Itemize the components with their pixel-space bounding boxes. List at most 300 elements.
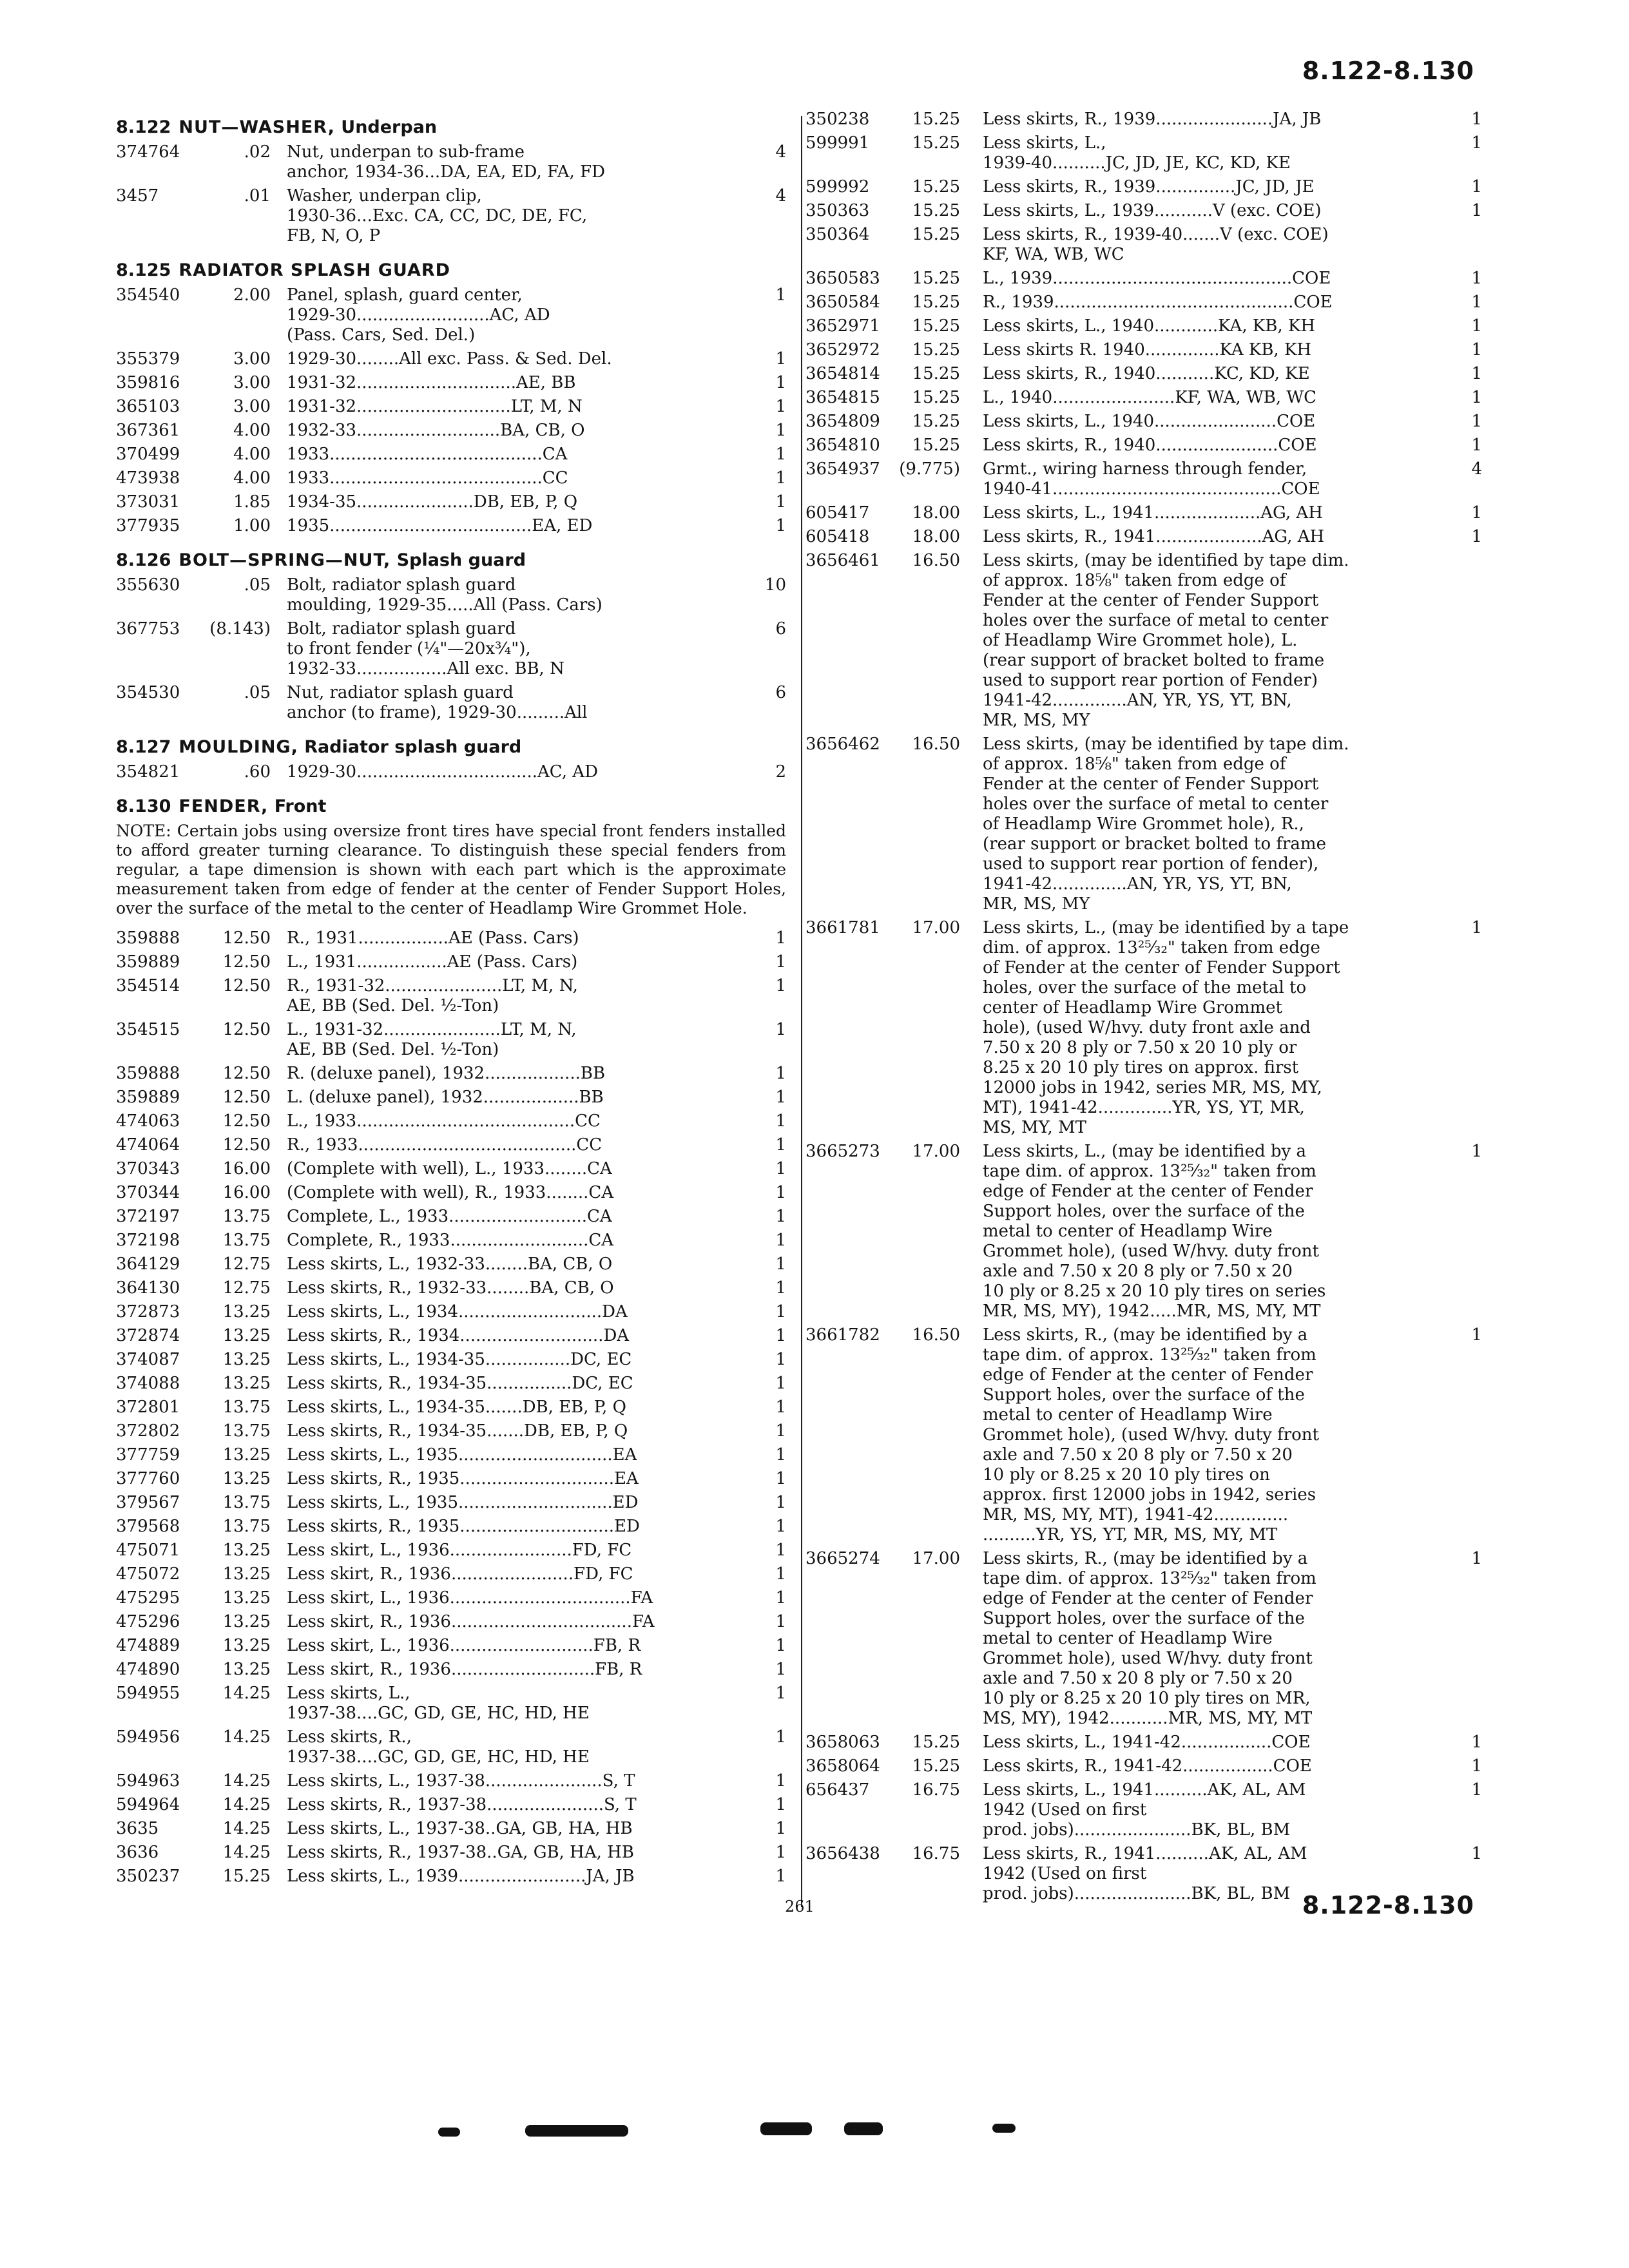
part-number: 474889 — [116, 1636, 180, 1655]
part-number: 3652972 — [805, 340, 880, 360]
part-price: 16.75 — [912, 1780, 960, 1800]
part-number: 359888 — [116, 1064, 180, 1083]
section-title — [116, 550, 786, 570]
part-row — [116, 492, 786, 512]
part-row — [805, 459, 1482, 499]
part-quantity: 1 — [1471, 364, 1482, 383]
part-price: 15.25 — [222, 1867, 271, 1886]
part-description: Less skirts R. 1940..............KA KB, KH — [983, 340, 1312, 360]
part-description: (Complete with well), R., 1933........CA — [287, 1183, 614, 1202]
part-description: Less skirts, R., 1934-35.......DB, EB, P, Q — [287, 1421, 628, 1441]
part-row — [116, 1111, 786, 1131]
part-quantity: 1 — [775, 1421, 786, 1441]
part-row — [805, 918, 1482, 1138]
part-number: 656437 — [805, 1780, 870, 1800]
part-quantity: 1 — [775, 1207, 786, 1226]
part-row — [805, 1142, 1482, 1321]
right-column — [805, 110, 1482, 1908]
part-number: 474063 — [116, 1111, 180, 1131]
part-description: R. (deluxe panel), 1932..................BB — [287, 1064, 606, 1083]
part-price: 15.25 — [912, 412, 960, 431]
part-quantity: 1 — [1471, 1844, 1482, 1863]
part-row — [116, 349, 786, 369]
part-quantity: 1 — [775, 373, 786, 392]
part-quantity: 1 — [775, 349, 786, 369]
part-price: 4.00 — [233, 445, 271, 464]
part-description: Less skirts, R., 1941....................AG, AH — [983, 527, 1325, 546]
part-description: 1934-35......................DB, EB, P, Q — [287, 492, 578, 512]
part-description: Less skirts, L., 1940.......................COE — [983, 412, 1316, 431]
part-quantity: 1 — [775, 1231, 786, 1250]
section-8-127 — [116, 737, 786, 782]
part-description: Less skirt, L., 1936.......................FD, FC — [287, 1541, 632, 1560]
part-row — [116, 1254, 786, 1274]
part-price: 13.25 — [222, 1445, 271, 1465]
part-price: 14.25 — [222, 1727, 271, 1747]
part-row — [805, 133, 1482, 173]
section-number: 8.122 — [116, 117, 171, 137]
part-number: 377759 — [116, 1445, 180, 1465]
part-quantity: 1 — [775, 1771, 786, 1791]
part-number: 364130 — [116, 1278, 180, 1298]
part-number: 3654809 — [805, 412, 880, 431]
page-range-footer: 8.122-8.130 — [1302, 1891, 1474, 1919]
part-price: 14.25 — [222, 1795, 271, 1814]
part-row — [805, 201, 1482, 221]
part-description: Complete, L., 1933..........................CA — [287, 1207, 612, 1226]
part-number: 3457 — [116, 186, 159, 206]
scan-artifact — [760, 2122, 812, 2135]
part-quantity: 1 — [1471, 1142, 1482, 1161]
part-description: L., 1940.......................KF, WA, WB, WC — [983, 388, 1316, 407]
part-row — [805, 1780, 1482, 1840]
part-description: Less skirts, L., 1941-42.................COE — [983, 1733, 1311, 1752]
part-quantity: 1 — [775, 1727, 786, 1747]
part-price: 17.00 — [912, 918, 960, 937]
part-quantity: 1 — [775, 1183, 786, 1202]
part-quantity: 1 — [775, 928, 786, 948]
part-price: 15.25 — [912, 364, 960, 383]
part-row — [805, 364, 1482, 384]
part-quantity: 1 — [775, 1795, 786, 1814]
part-number: 594963 — [116, 1771, 180, 1791]
section-title — [116, 260, 786, 280]
part-description: R., 1933.........................................CC — [287, 1135, 602, 1155]
part-number: 354514 — [116, 976, 180, 995]
part-description: Panel, splash, guard center, 1929-30.........................AC, AD (Pass. Cars, Sed. Del.) — [287, 285, 550, 345]
part-row — [116, 516, 786, 536]
part-quantity: 1 — [775, 1612, 786, 1631]
part-number: 3654815 — [805, 388, 880, 407]
part-number: 355630 — [116, 575, 180, 595]
part-price: 13.75 — [222, 1517, 271, 1536]
part-quantity: 1 — [775, 1517, 786, 1536]
part-quantity: 1 — [775, 397, 786, 416]
part-description: Less skirts, L., 1939-40..........JC, JD, JE, KC, KD, KE — [983, 133, 1291, 173]
part-row — [116, 1660, 786, 1680]
part-quantity: 1 — [1471, 918, 1482, 937]
page-number: 261 — [785, 1898, 815, 1916]
part-price: 15.25 — [912, 436, 960, 455]
part-number: 372802 — [116, 1421, 180, 1441]
part-number: 372874 — [116, 1326, 180, 1345]
part-row — [116, 1469, 786, 1489]
part-quantity: 1 — [1471, 316, 1482, 336]
part-price: 14.25 — [222, 1771, 271, 1791]
part-number: 594964 — [116, 1795, 180, 1814]
section-number: 8.126 — [116, 550, 171, 570]
part-price: 13.25 — [222, 1469, 271, 1488]
part-row — [116, 952, 786, 972]
part-quantity: 1 — [775, 468, 786, 488]
part-row — [116, 468, 786, 488]
part-price: 13.25 — [222, 1374, 271, 1393]
part-row — [116, 1795, 786, 1815]
part-price: 13.25 — [222, 1326, 271, 1345]
part-number: 605418 — [805, 527, 870, 546]
part-price: 16.50 — [912, 1325, 960, 1345]
part-number: 594955 — [116, 1684, 180, 1703]
part-quantity: 1 — [1471, 1733, 1482, 1752]
section-8-126 — [116, 550, 786, 723]
part-description: Less skirts, (may be identified by tape dim. of approx. 18⅝" taken from edge of Fender at the center of Fender Support holes over the surface of metal to center of Headlamp Wire Grommet hole), L. (rear support of bracket bolted to frame used to support rear portion of Fender) 1941-42..............AN, YR, YS, YT, BN, MR, MS, MY — [983, 551, 1349, 730]
part-number: 3654937 — [805, 459, 880, 479]
part-quantity: 1 — [1471, 1325, 1482, 1345]
part-number: 3665273 — [805, 1142, 880, 1161]
part-quantity: 1 — [775, 1636, 786, 1655]
section-name: BOLT—SPRING—NUT, — [178, 550, 391, 570]
part-number: 359889 — [116, 1088, 180, 1107]
part-price: 15.25 — [912, 316, 960, 336]
section-title — [116, 796, 786, 816]
part-row — [116, 1564, 786, 1584]
part-number: 3658064 — [805, 1756, 880, 1776]
part-quantity: 1 — [775, 952, 786, 972]
part-description: Less skirts, R., 1932-33........BA, CB, O — [287, 1278, 614, 1298]
part-price: 15.25 — [912, 388, 960, 407]
part-row — [116, 1326, 786, 1346]
part-description: Less skirts, R., 1937-38....GC, GD, GE, HC, HD, HE — [287, 1727, 590, 1767]
part-number: 475295 — [116, 1588, 180, 1608]
part-quantity: 1 — [775, 1374, 786, 1393]
part-price: 17.00 — [912, 1142, 960, 1161]
part-price: 15.25 — [912, 225, 960, 244]
part-number: 594956 — [116, 1727, 180, 1747]
part-price: 13.25 — [222, 1588, 271, 1608]
part-price: .05 — [244, 575, 271, 595]
part-quantity: 1 — [775, 1867, 786, 1886]
part-quantity: 6 — [775, 683, 786, 702]
part-number: 377760 — [116, 1469, 180, 1488]
part-description: Less skirts, L., 1935.............................ED — [287, 1493, 639, 1512]
part-number: 373031 — [116, 492, 180, 512]
part-number: 475072 — [116, 1564, 180, 1584]
part-number: 379568 — [116, 1517, 180, 1536]
part-price: 13.75 — [222, 1231, 271, 1250]
part-number: 367753 — [116, 619, 180, 639]
part-number: 374088 — [116, 1374, 180, 1393]
part-description: Less skirts, L., 1932-33........BA, CB, O — [287, 1254, 613, 1274]
column-divider — [801, 116, 802, 1907]
part-description: Less skirts, L., 1934-35.......DB, EB, P, Q — [287, 1398, 626, 1417]
part-description: Less skirts, L., 1941....................AG, AH — [983, 503, 1323, 523]
part-price: 15.25 — [912, 340, 960, 360]
part-number: 370343 — [116, 1159, 180, 1178]
part-quantity: 1 — [775, 1278, 786, 1298]
part-number: 475071 — [116, 1541, 180, 1560]
part-description: Complete, R., 1933..........................CA — [287, 1231, 613, 1250]
part-quantity: 1 — [775, 1541, 786, 1560]
part-row — [805, 551, 1482, 731]
part-price: 15.25 — [912, 201, 960, 220]
part-quantity: 1 — [775, 421, 786, 440]
part-price: 18.00 — [912, 527, 960, 546]
part-description: 1933........................................CA — [287, 445, 568, 464]
part-row — [116, 1278, 786, 1298]
part-row — [805, 293, 1482, 312]
part-number: 3654814 — [805, 364, 880, 383]
part-description: Less skirts, R., 1937-38......................S, T — [287, 1795, 637, 1814]
part-quantity: 4 — [1471, 459, 1482, 479]
part-row — [116, 421, 786, 441]
part-price: 12.50 — [222, 1111, 271, 1131]
part-quantity: 1 — [775, 1088, 786, 1107]
part-quantity: 1 — [775, 1159, 786, 1178]
part-description: 1935......................................EA, ED — [287, 516, 593, 535]
part-description: 1931-32..............................AE, BB — [287, 373, 576, 392]
part-number: 364129 — [116, 1254, 180, 1274]
part-row — [805, 388, 1482, 408]
part-number: 377935 — [116, 516, 180, 535]
part-row — [116, 1231, 786, 1251]
part-row — [116, 1350, 786, 1370]
part-description: Less skirts, L., 1934-35................DC, EC — [287, 1350, 632, 1369]
part-price: 12.50 — [222, 952, 271, 972]
part-quantity: 1 — [1471, 1549, 1482, 1568]
part-description: L., 1931.................AE (Pass. Cars) — [287, 952, 578, 972]
part-number: 372873 — [116, 1302, 180, 1321]
part-row — [116, 976, 786, 1016]
section-subtitle: Underpan — [341, 117, 438, 137]
part-description: Less skirts, R., 1940...........KC, KD, KE — [983, 364, 1310, 383]
part-quantity: 10 — [764, 575, 786, 595]
part-number: 475296 — [116, 1612, 180, 1631]
part-description: Less skirts, R., 1934-35................DC, EC — [287, 1374, 633, 1393]
part-number: 374087 — [116, 1350, 180, 1369]
part-price: 15.25 — [912, 269, 960, 288]
section-note: NOTE: Certain jobs using oversize front tires have special front fenders installed to afford greater turning clearance. To distinguish these special fenders from regular, a tape dimension is shown with each part which is the approximate measurement taken from edge of fender at the center of Fender Support Holes, over the surface of the metal to the center of Headlamp Wire Grommet Hole. — [116, 822, 786, 918]
part-price: (9.775) — [899, 459, 960, 479]
part-price: 12.75 — [222, 1278, 271, 1298]
part-price: .02 — [244, 142, 271, 162]
part-number: 3652971 — [805, 316, 880, 336]
part-description: Less skirts, (may be identified by tape dim. of approx. 18⅝" taken from edge of Fender at the center of Fender Support holes over the surface of metal to center of Headlamp Wire Grommet hole), R., (rear support or bracket bolted to frame used to support rear portion of fender), 1941-42..............AN, YR, YS, YT, BN, MR, MS, MY — [983, 735, 1349, 914]
part-price: 13.75 — [222, 1493, 271, 1512]
part-number: 3661782 — [805, 1325, 880, 1345]
part-description: Less skirts, L., 1939........................JA, JB — [287, 1867, 635, 1886]
part-quantity: 4 — [775, 186, 786, 206]
part-row — [116, 1088, 786, 1108]
part-number: 605417 — [805, 503, 870, 523]
part-price: 16.50 — [912, 551, 960, 570]
part-quantity: 1 — [1471, 269, 1482, 288]
part-number: 350364 — [805, 225, 870, 244]
part-description: 1932-33...........................BA, CB, O — [287, 421, 585, 440]
part-price: 15.25 — [912, 110, 960, 129]
part-quantity: 1 — [775, 285, 786, 305]
part-description: Less skirts, R., 1939-40.......V (exc. COE) KF, WA, WB, WC — [983, 225, 1329, 264]
part-quantity: 1 — [1471, 177, 1482, 197]
part-row — [116, 1843, 786, 1863]
part-description: Washer, underpan clip, 1930-36...Exc. CA, CC, DC, DE, FC, FB, N, O, P — [287, 186, 588, 245]
part-price: 13.25 — [222, 1541, 271, 1560]
part-row — [805, 269, 1482, 289]
part-quantity: 1 — [1471, 133, 1482, 153]
part-price: 3.00 — [233, 397, 271, 416]
part-number: 3650584 — [805, 293, 880, 312]
part-description: Less skirts, R., 1934...........................DA — [287, 1326, 630, 1345]
part-description: Less skirts, R., 1939...............JC, JD, JE — [983, 177, 1315, 197]
part-number: 354530 — [116, 683, 180, 702]
part-row — [116, 1421, 786, 1441]
part-number: 359816 — [116, 373, 180, 392]
part-price: 3.00 — [233, 373, 271, 392]
part-description: Less skirts, L., 1941..........AK, AL, AM 1942 (Used on first prod. jobs)......................BK, BL, BM — [983, 1780, 1306, 1840]
part-price: 15.25 — [912, 293, 960, 312]
part-price: 18.00 — [912, 503, 960, 523]
part-quantity: 1 — [775, 445, 786, 464]
part-quantity: 1 — [775, 516, 786, 535]
part-price: 12.50 — [222, 1020, 271, 1039]
part-row — [116, 445, 786, 465]
part-description: Grmt., wiring harness through fender, 1940-41...........................................COE — [983, 459, 1320, 499]
part-description: Less skirts, L., (may be identified by a tape dim. of approx. 13²⁵⁄₃₂" taken from edge of Fender at the center of Fender Support holes, over the surface of the metal to center of Headlamp Wire Grommet hole), (used W/hvy. duty front axle and 7.50 x 20 8 ply or 7.50 x 20 10 ply or 8.25 x 20 10 ply tires on series MR, MS, MY), 1942.....MR, MS, MY, MT — [983, 1142, 1326, 1321]
part-quantity: 1 — [775, 1326, 786, 1345]
part-row — [116, 285, 786, 345]
part-quantity: 1 — [775, 1254, 786, 1274]
part-description: L. (deluxe panel), 1932..................BB — [287, 1088, 604, 1107]
part-price: 1.85 — [233, 492, 271, 512]
part-row — [116, 1135, 786, 1155]
part-row — [116, 1771, 786, 1791]
part-quantity: 1 — [775, 1398, 786, 1417]
part-quantity: 1 — [1471, 110, 1482, 129]
part-number: 379567 — [116, 1493, 180, 1512]
part-quantity: 1 — [1471, 436, 1482, 455]
part-quantity: 6 — [775, 619, 786, 639]
part-row — [805, 225, 1482, 265]
part-number: 374764 — [116, 142, 180, 162]
part-row — [116, 1588, 786, 1608]
section-number: 8.130 — [116, 796, 171, 816]
part-row — [116, 928, 786, 948]
part-description: L., 1939.............................................COE — [983, 269, 1331, 288]
scan-artifact — [844, 2122, 883, 2135]
part-price: 4.00 — [233, 421, 271, 440]
part-number: 3658063 — [805, 1733, 880, 1752]
part-row — [116, 1867, 786, 1887]
part-quantity: 1 — [1471, 201, 1482, 220]
part-price: 15.25 — [912, 1756, 960, 1776]
part-description: Less skirts, L., 1937-38....GC, GD, GE, HC, HD, HE — [287, 1684, 590, 1723]
part-price: 16.75 — [912, 1844, 960, 1863]
part-price: .60 — [244, 762, 271, 782]
section-title — [116, 117, 786, 137]
part-price: 16.00 — [222, 1159, 271, 1178]
part-price: 13.25 — [222, 1564, 271, 1584]
part-row — [116, 1183, 786, 1203]
part-number: 370344 — [116, 1183, 180, 1202]
part-row — [116, 1636, 786, 1656]
part-description: Less skirt, R., 1936..................................FA — [287, 1612, 655, 1631]
scan-artifact — [438, 2128, 460, 2137]
part-row — [805, 527, 1482, 547]
part-description: Less skirts, R., 1935.............................ED — [287, 1517, 640, 1536]
part-number: 365103 — [116, 397, 180, 416]
part-quantity: 1 — [1471, 412, 1482, 431]
part-number: 370499 — [116, 445, 180, 464]
part-row — [116, 1493, 786, 1513]
part-price: 13.25 — [222, 1660, 271, 1679]
part-price: 16.50 — [912, 735, 960, 754]
part-description: Less skirts, R., (may be identified by a tape dim. of approx. 13²⁵⁄₃₂" taken from edge of Fender at the center of Fender Support holes, over the surface of the metal to center of Headlamp Wire Grommet hole), used W/hvy. duty front axle and 7.50 x 20 8 ply or 7.50 x 20 10 ply or 8.25 x 20 10 ply tires on MR, MS, MY), 1942...........MR, MS, MY, MT — [983, 1549, 1316, 1728]
part-quantity: 1 — [775, 976, 786, 995]
part-row — [805, 340, 1482, 360]
section-name: NUT—WASHER, — [178, 117, 335, 137]
part-quantity: 1 — [775, 1469, 786, 1488]
part-quantity: 1 — [775, 1493, 786, 1512]
part-description: Less skirts, L., (may be identified by a tape dim. of approx. 13²⁵⁄₃₂" taken from edge of Fender at the center of Fender Support holes, over the surface of the metal to center of Headlamp Wire Grommet hole), (used W/hvy. duty front axle and 7.50 x 20 8 ply or 7.50 x 20 10 ply or 8.25 x 20 10 ply tires on approx. first 12000 jobs in 1942, series MR, MS, MY, MT), 1941-42..............YR, YS, YT, MR, MS, MY, MT — [983, 918, 1349, 1137]
section-subtitle: Splash guard — [396, 550, 526, 570]
part-number: 3635 — [116, 1819, 159, 1838]
part-description: Less skirts, L., 1934...........................DA — [287, 1302, 628, 1321]
part-quantity: 1 — [775, 1135, 786, 1155]
part-number: 372197 — [116, 1207, 180, 1226]
part-quantity: 1 — [775, 492, 786, 512]
part-description: Less skirts, R., (may be identified by a tape dim. of approx. 13²⁵⁄₃₂" taken from edge of Fender at the center of Fender Support holes, over the surface of the metal to center of Headlamp Wire Grommet hole), (used W/hvy. duty front axle and 7.50 x 20 8 ply or 7.50 x 20 10 ply or 8.25 x 20 10 ply tires on approx. first 12000 jobs in 1942, series MR, MS, MY, MT), 1941-42.............. ..........YR, YS, YT, MR, MS, MY, MT — [983, 1325, 1319, 1544]
part-price: 13.75 — [222, 1421, 271, 1441]
part-row — [805, 316, 1482, 336]
section-number: 8.127 — [116, 737, 171, 757]
part-quantity: 1 — [775, 1020, 786, 1039]
section-subtitle: Radiator splash guard — [304, 737, 522, 757]
part-number: 599992 — [805, 177, 870, 197]
part-price: 15.25 — [912, 1733, 960, 1752]
part-price: 16.00 — [222, 1183, 271, 1202]
part-description: L., 1931-32......................LT, M, N, AE, BB (Sed. Del. ½-Ton) — [287, 1020, 577, 1059]
part-description: Less skirts, R., 1940.......................COE — [983, 436, 1317, 455]
part-row — [116, 1302, 786, 1322]
part-number: 372801 — [116, 1398, 180, 1417]
part-quantity: 1 — [775, 1350, 786, 1369]
section-number: 8.125 — [116, 260, 171, 280]
part-number: 355379 — [116, 349, 180, 369]
part-price: 12.75 — [222, 1254, 271, 1274]
part-row — [805, 1325, 1482, 1545]
part-number: 3656438 — [805, 1844, 880, 1863]
part-price: 1.00 — [233, 516, 271, 535]
part-price: 13.75 — [222, 1398, 271, 1417]
part-price: 15.25 — [912, 133, 960, 153]
part-description: 1933........................................CC — [287, 468, 568, 488]
part-price: 3.00 — [233, 349, 271, 369]
part-quantity: 1 — [775, 1660, 786, 1679]
part-row — [116, 575, 786, 615]
part-description: Less skirts, R., 1941..........AK, AL, AM 1942 (Used on first prod. jobs)......................BK, BL, BM — [983, 1844, 1307, 1903]
part-number: 3656462 — [805, 735, 880, 754]
part-quantity: 1 — [775, 1819, 786, 1838]
part-row — [116, 762, 786, 782]
